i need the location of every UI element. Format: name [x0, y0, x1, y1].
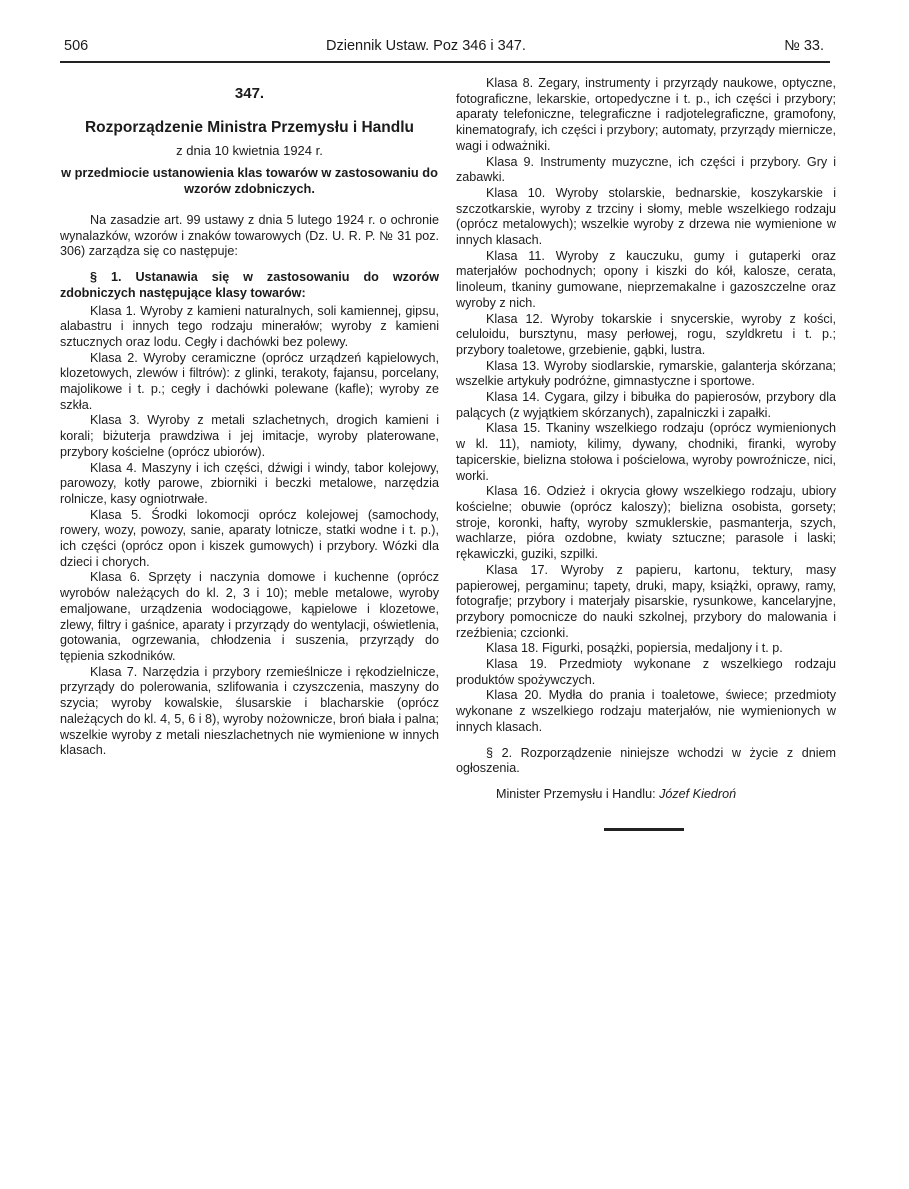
intro-paragraph: Na zasadzie art. 99 ustawy z dnia 5 lutego 1924 r. o ochronie wynalazków, wzorów i znaków towarowych (Dz. U. R. P. № 31 poz. 306) zarządza się co następuje:	[60, 213, 439, 259]
class-paragraph: Klasa 11. Wyroby z kauczuku, gumy i gutaperki oraz materjałów pochodnych; opony i kiszki do kół, kalosze, cerata, linoleum, tkaniny gumowane, nieprzemakalne i gazoszczelne oraz wyroby z nich.	[456, 248, 837, 310]
class-paragraph: Klasa 16. Odzież i okrycia głowy wszelkiego rodzaju, ubiory kościelne; obuwie (oprócz kaloszy); bielizna osobista, gorsety; stroje, koronki, hafty, wyroby szmuklerskie, pasmanterja, szych, wachlarze, pióra ozdobne, kwiaty sztuczne; parasole i laski; rękawiczki, guziki, szpilki.	[456, 484, 837, 562]
act-subject: w przedmiocie ustanowienia klas towarów w zastosowaniu do wzorów zdobniczych.	[61, 165, 438, 196]
class-paragraph: Klasa 17. Wyroby z papieru, kartonu, tektury, masy papierowej, pergaminu; tapety, druki, mapy, książki, oprawy, ramy, fotografje; przybory i materjały pisarskie, rysunkowe, kancelaryjne, przybory pomocnicze do nauki szkolnej, przybory do malowania i rzeźbienia; czcionki.	[456, 562, 837, 640]
left-column	[60, 76, 439, 759]
class-paragraph: Klasa 8. Zegary, instrumenty i przyrządy naukowe, optyczne, fotograficzne, lekarskie, ortopedyczne i t. p., ich części i przybory; aparaty telefoniczne, telegraficzne i radjotelegraficzne, gramofony, kinematografy, ich części i przybory; automaty, przyrządy miernicze, wagi i odważniki.	[456, 76, 836, 153]
act-number: 347.	[234, 85, 265, 102]
signature-name: Józef Kiedroń	[659, 786, 737, 801]
class-paragraph: Klasa 7. Narzędzia i przybory rzemieślnicze i rękodzielnicze, przyrządy do polerowania, szlifowania i czyszczenia, maszyny do szycia; wyroby kowalskie, ślusarskie i blacharskie (oprócz należących do kl. 4, 5, 6 i 8), wyroby nożownicze, broń biała i palna; wszelkie wyroby z metali nieszlachetnych nie wymienione w innych klasach.	[60, 664, 439, 758]
class-paragraph: Klasa 5. Środki lokomocji oprócz kolejowej (samochody, rowery, wozy, powozy, sanie, aparaty lotnicze, statki wodne i t. p.), ich części (oprócz opon i kiszek gumowych) i przybory. Wózki dla dzieci i chorych.	[60, 507, 439, 569]
end-rule	[604, 828, 684, 831]
class-paragraph: Klasa 18. Figurki, posążki, popiersia, medaljony i t. p.	[486, 641, 783, 656]
class-paragraph: Klasa 13. Wyroby siodlarskie, rymarskie, galanterja skórzana; wszelkie artykuły podróżne, gimnastyczne i sportowe.	[456, 358, 837, 389]
page-header	[64, 38, 824, 60]
class-paragraph: Klasa 14. Cygara, gilzy i bibułka do papierosów, przybory dla palących (z wyjątkiem skórzanych), zapalniczki i zapałki.	[456, 390, 837, 420]
section-1: § 1. Ustanawia się w zastosowaniu do wzorów zdobniczych następujące klasy towarów:	[60, 270, 439, 300]
act-title: Rozporządzenie Ministra Przemysłu i Handlu	[84, 119, 414, 136]
issue-number: № 33.	[784, 38, 824, 54]
class-paragraph: Klasa 15. Tkaniny wszelkiego rodzaju (oprócz wymienionych w kl. 11), namioty, kilimy, dywany, chodniki, firanki, wyroby tapicerskie, bielizna stołowa i pościelowa, wyroby powroźnicze, nici, worki.	[456, 421, 836, 483]
page-number: 506	[64, 38, 89, 54]
act-date: z dnia 10 kwietnia 1924 r.	[176, 143, 323, 158]
class-paragraph: Klasa 1. Wyroby z kamieni naturalnych, soli kamiennej, gipsu, alabastru i innych tego rodzaju minerałów; wyroby z kamieni sztucznych oraz lodu. Cegły i dachówki bez polewy.	[60, 303, 439, 349]
class-paragraph: Klasa 19. Przedmioty wykonane z wszelkiego rodzaju produktów spożywczych.	[456, 657, 836, 687]
signature-role: Minister Przemysłu i Handlu:	[496, 786, 656, 801]
class-paragraph: Klasa 12. Wyroby tokarskie i snycerskie, wyroby z kości, celuloidu, bursztynu, masy perłowej, rogu, szyldkretu i t. p.; przybory toaletowe, grzebienie, gąbki, lustra.	[456, 311, 837, 357]
section-2: § 2. Rozporządzenie niniejsze wchodzi w życie z dniem ogłoszenia.	[456, 745, 836, 776]
header-rule	[60, 61, 830, 63]
class-paragraph: Klasa 9. Instrumenty muzyczne, ich części i przybory. Gry i zabawki.	[456, 154, 836, 185]
journal-title: Dziennik Ustaw. Poz 346 i 347.	[326, 38, 526, 54]
class-paragraph: Klasa 6. Sprzęty i naczynia domowe i kuchenne (oprócz wyrobów należących do kl. 2, 3 i 10); meble metalowe, wyroby emaljowane, urządzenia wodociągowe, kąpielowe i klozetowe, zlewy, filtry i gaśnice, aparaty i przyrządy do wentylacji, oświetlenia, gotowania, ogrzewania, chłodzenia i suszenia, przyrządy do tępienia szkodników.	[60, 570, 440, 663]
class-paragraph: Klasa 2. Wyroby ceramiczne (oprócz urządzeń kąpielowych, klozetowych, zlewów i filtrów): z glinki, terakoty, fajansu, porcelany, majolikowe i t. p.; cegły i dachówki polewane (kafle); wyroby ze szkła.	[60, 350, 439, 412]
class-paragraph: Klasa 3. Wyroby z metali szlachetnych, drogich kamieni i korali; biżuterja prawdziwa i jej imitacje, wyroby platerowane, przybory kościelne (oprócz ubiorów).	[60, 413, 439, 459]
class-paragraph: Klasa 10. Wyroby stolarskie, bednarskie, koszykarskie i szczotkarskie, wyroby z trzciny i słomy, meble wszelkiego rodzaju (oprócz metalowych); wszelkie wyroby z drzewa nie wymienione w innych klasach.	[456, 185, 837, 248]
right-column	[456, 76, 836, 803]
class-paragraph: Klasa 4. Maszyny i ich części, dźwigi i windy, tabor kolejowy, parowozy, kotły parowe, zbiorniki i beczki metalowe, narzędzia rolnicze, kasy ogniotrwałe.	[60, 460, 439, 506]
signature	[456, 787, 836, 803]
class-paragraph: Klasa 20. Mydła do prania i toaletowe, świece; przedmioty wykonane z wszelkiego rodzaju materjałów, nie wymienionych w innych klasach.	[456, 688, 837, 734]
